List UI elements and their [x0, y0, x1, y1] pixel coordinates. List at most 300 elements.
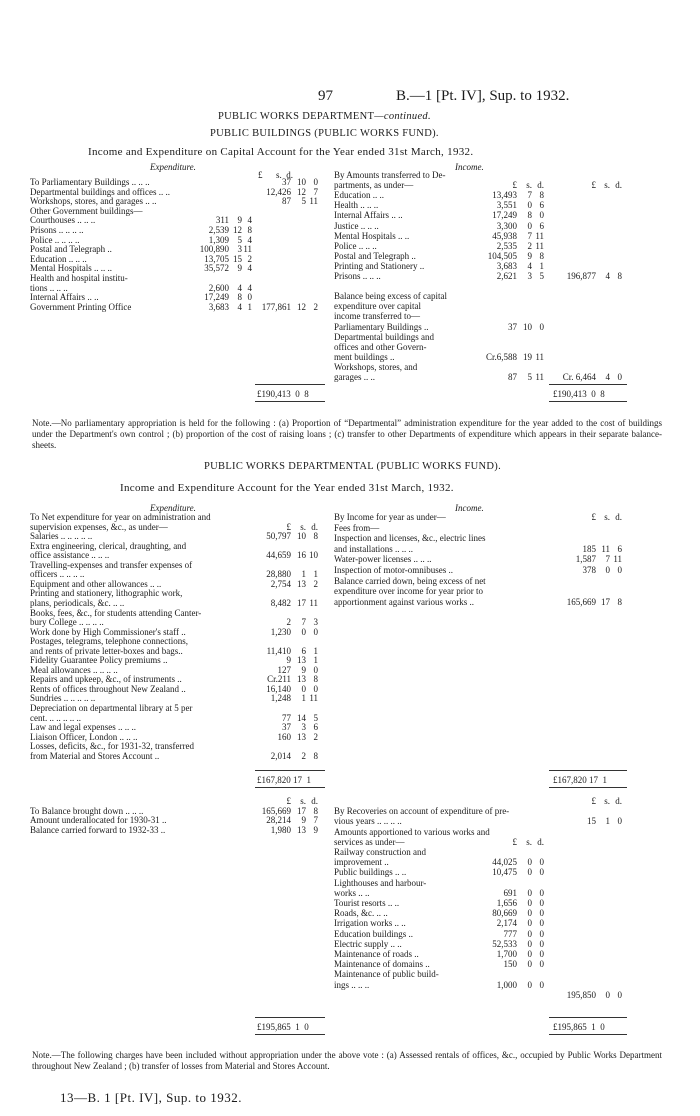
- ledger-pounds: 177,861: [261, 301, 291, 312]
- page-reference: B.—1 [Pt. IV], Sup. to 1932.: [396, 88, 570, 104]
- ledger-shillings: 17: [297, 597, 306, 608]
- ledger-inner-shillings: 4: [527, 260, 532, 271]
- ledger-line-text: tions .. .. ..: [30, 282, 68, 293]
- ledger-pence: 3: [313, 617, 318, 628]
- ledger-line-text: Courthouses .. .. ..: [30, 215, 96, 226]
- ledger-line-text: Repairs and upkeep, &c., of instruments ..: [30, 674, 182, 685]
- ledger-inner-pence: 4: [247, 215, 252, 226]
- ledger-inner-shillings: 0: [527, 887, 532, 898]
- ledger-pence: 0: [617, 372, 622, 382]
- ledger-pence: 0: [313, 664, 318, 675]
- ledger-line-text: Balance carried forward to 1932-33 ..: [30, 824, 166, 835]
- ledger-inner-pence: 0: [539, 959, 544, 970]
- ledger-shillings: 10: [297, 531, 306, 542]
- ledger-pounds: Cr. 6,464: [562, 372, 596, 382]
- ledger-line-text: Liaison Officer, London .. .. ..: [30, 731, 138, 742]
- ledger-line-text: Departmental buildings and offices .. ..: [30, 186, 171, 197]
- ledger-line-text: Balance being excess of capital: [334, 291, 447, 302]
- ledger-line-text: Travelling-expenses and transfer expenses of: [30, 559, 193, 570]
- ledger-inner-pounds: 691: [503, 887, 517, 898]
- ie-inc-total: £167,820 17 1: [553, 775, 607, 785]
- ledger-inner-pence: 5: [539, 271, 544, 281]
- ledger-shillings: 9: [301, 664, 306, 675]
- ledger-shillings: 17: [297, 805, 306, 816]
- ledger-line-text: Irrigation works .. ..: [334, 918, 406, 929]
- ledger-inner-shillings: 10: [523, 321, 532, 332]
- ledger-inner-pence: 0: [539, 918, 544, 929]
- ledger-line-text: expenditure over capital: [334, 301, 421, 312]
- ledger-inner-pence: 0: [539, 949, 544, 959]
- capital-expenditure-heading: Expenditure.: [150, 162, 196, 172]
- bal-exp-total: £195,865 1 0: [257, 1022, 309, 1032]
- ledger-line-text: Electric supply .. ..: [334, 938, 402, 949]
- fund-title: PUBLIC BUILDINGS (PUBLIC WORKS FUND).: [210, 128, 439, 139]
- ledger-line-text: Maintenance of roads ..: [334, 949, 419, 959]
- ledger-pounds: 1,230: [270, 626, 291, 637]
- ledger-pence: 11: [613, 554, 622, 565]
- ledger-pence: 0: [617, 989, 622, 1000]
- ledger-shillings: 7: [605, 554, 610, 565]
- ledger-shillings: 11: [601, 543, 610, 554]
- ledger-inner-pence: 0: [247, 292, 252, 303]
- ledger-inner-shillings: 9: [527, 250, 532, 261]
- ledger-line-text: Roads, &c. .. ..: [334, 908, 388, 919]
- ledger-pence: 0: [617, 816, 622, 827]
- ledger-inner-pounds: 1,309: [208, 234, 229, 245]
- ie-exp-total: £167,820 17 1: [257, 775, 311, 785]
- ledger-shillings: 1: [301, 569, 306, 580]
- ledger-pounds: £: [286, 796, 291, 806]
- ledger-pounds: 77: [282, 712, 291, 723]
- ledger-line-text: plans, periodicals, &c. .. ..: [30, 597, 125, 608]
- ledger-pounds: 2: [286, 617, 291, 628]
- ledger-shillings: 1: [301, 693, 306, 704]
- ledger-shillings: 9: [301, 815, 306, 826]
- ledger-line-text: expenditure over income for year prior to: [334, 586, 483, 597]
- ledger-inner-pence: 11: [535, 240, 544, 251]
- ledger-shillings: 16: [297, 550, 306, 561]
- ledger-pounds: 12,426: [266, 186, 291, 197]
- ledger-inner-pence: 0: [539, 867, 544, 878]
- ledger-inner-shillings: 8: [237, 292, 242, 303]
- ledger-line-text: offices and other Govern-: [334, 341, 427, 352]
- capital-inc-total: £190,413 0 8: [553, 389, 605, 399]
- capital-exp-total-underline: [255, 401, 325, 402]
- ledger-shillings: 2: [301, 750, 306, 761]
- ledger-line-text: Fees from—: [334, 522, 380, 533]
- ledger-pence: d.: [311, 796, 318, 806]
- ledger-line-text: To Net expenditure for year on administration and: [30, 512, 211, 522]
- ledger-inner-pence: 0: [539, 857, 544, 868]
- ledger-line-text: Rents of offices throughout New Zealand ..: [30, 683, 186, 694]
- ledger-shillings: 0: [605, 989, 610, 1000]
- ledger-inner-pounds: 2,174: [496, 918, 517, 929]
- ledger-line-text: Postages, telegrams, telephone connections,: [30, 636, 188, 647]
- ledger-inner-pounds: 37: [508, 321, 517, 332]
- departmental-fund-title: PUBLIC WORKS DEPARTMENTAL (PUBLIC WORKS FUND).: [204, 461, 502, 472]
- ledger-line-text: Inspection of motor-omnibuses ..: [334, 565, 454, 575]
- ledger-line-text: Meal allowances .. .. .. ..: [30, 664, 118, 675]
- ledger-line-text: Departmental buildings and: [334, 331, 434, 342]
- ledger-line-text: Workshops, stores, and garages .. ..: [30, 196, 157, 207]
- ledger-pounds: 15: [587, 816, 596, 827]
- ledger-line-text: garages .. ..: [334, 372, 375, 382]
- capital-note: Note.—No parliamentary appropriation is held for the following : (a) Proportion of “Departmental” administration expenditure for the year added to the cost of buildings under the Department's own control ; (b) proportion of the cost of raising loans ; (c) transfer to other Departments of expenditure which appears in their separate balance-sheets.: [32, 418, 662, 450]
- ledger-line-text: By Recoveries on account of expenditure of pre-: [334, 806, 510, 817]
- ledger-inner-shillings: 0: [527, 200, 532, 211]
- ledger-shillings: 17: [601, 596, 610, 607]
- ledger-inner-pounds: 13,705: [204, 253, 229, 264]
- bal-exp-total-underline: [255, 1034, 325, 1035]
- ledger-pence: 6: [313, 722, 318, 733]
- ledger-inner-shillings: 2: [527, 240, 532, 251]
- ledger-line-text: Internal Affairs .. ..: [30, 292, 99, 303]
- ledger-shillings: 7: [301, 617, 306, 628]
- ledger-pence: 1: [313, 569, 318, 580]
- ledger-pence: d.: [311, 521, 318, 532]
- ledger-pence: 9: [313, 824, 318, 835]
- ledger-shillings: 3: [301, 722, 306, 733]
- ledger-inner-shillings: 0: [527, 979, 532, 990]
- ledger-inner-pence: 0: [539, 928, 544, 939]
- ledger-inner-pounds: 3,683: [496, 260, 517, 271]
- ledger-inner-pounds: 17,249: [492, 210, 517, 221]
- ledger-shillings: 13: [297, 655, 306, 666]
- ledger-pence: 0: [313, 626, 318, 637]
- ledger-line-text: Prisons .. .. .. ..: [30, 225, 84, 235]
- ledger-inner-pounds: 104,505: [487, 250, 517, 261]
- ledger-line-text: Maintenance of domains ..: [334, 959, 430, 970]
- ledger-shillings: s.: [300, 521, 306, 532]
- ledger-pence: d.: [615, 512, 622, 522]
- ledger-pounds: 37: [282, 722, 291, 733]
- capital-inc-total-rule: [549, 384, 627, 385]
- ledger-shillings: s.: [300, 796, 306, 806]
- ledger-line-text: Education buildings ..: [334, 928, 413, 939]
- ledger-shillings: 0: [301, 683, 306, 694]
- capital-account-title: Income and Expenditure on Capital Account for the Year ended 31st March, 1932.: [88, 146, 474, 158]
- ledger-inner-pounds: 2,539: [208, 225, 229, 235]
- capital-exp-total: £190,413 0 8: [257, 389, 309, 399]
- ledger-inner-shillings: 0: [527, 918, 532, 929]
- ledger-pence: d.: [615, 796, 622, 806]
- ledger-pounds: 1,587: [575, 554, 596, 565]
- bal-exp-total-rule: [255, 1017, 325, 1018]
- ie-inc-total-underline: [549, 787, 627, 788]
- ledger-inner-pence: 0: [539, 321, 544, 332]
- ledger-inner-shillings: 0: [527, 949, 532, 959]
- ledger-inner-pence: 0: [539, 887, 544, 898]
- ledger-line-text: officers .. .. .. ..: [30, 569, 85, 580]
- ledger-inner-pounds: 311: [215, 215, 229, 226]
- ledger-line-text: Printing and Stationery ..: [334, 260, 425, 271]
- ledger-pounds: 378: [582, 565, 596, 575]
- ledger-inner-pence: 1: [539, 260, 544, 271]
- ledger-inner-shillings: 0: [527, 867, 532, 878]
- ledger-line-text: Education .. .. ..: [30, 253, 87, 264]
- ledger-pounds: £: [591, 180, 596, 191]
- ledger-inner-pence: 11: [535, 230, 544, 241]
- ledger-inner-pounds: 45,938: [492, 230, 517, 241]
- ledger-line-text: Police .. .. .. ..: [30, 234, 80, 245]
- ledger-line-text: Justice .. .. ..: [334, 220, 379, 231]
- ledger-pounds: 28,214: [266, 815, 291, 826]
- ledger-pounds: 16,140: [266, 683, 291, 694]
- ledger-pence: 8: [617, 596, 622, 607]
- ledger-inner-pence: 6: [539, 200, 544, 211]
- ledger-inner-pounds: 52,533: [492, 938, 517, 949]
- ledger-pence: 0: [313, 683, 318, 694]
- ledger-line-text: Government Printing Office: [30, 301, 132, 312]
- ledger-inner-shillings: 0: [527, 898, 532, 908]
- ledger-pence: 5: [313, 712, 318, 723]
- ledger-inner-shillings: s.: [526, 836, 532, 847]
- ledger-line-text: services as under—: [334, 836, 405, 847]
- ledger-pence: 2: [313, 731, 318, 742]
- ledger-pounds: 2,754: [270, 578, 291, 589]
- ledger-inner-shillings: 9: [237, 215, 242, 226]
- ledger-line-text: By Income for year as under—: [334, 512, 446, 522]
- ledger-pence: 6: [617, 543, 622, 554]
- ledger-line-text: cent. .. .. .. .. ..: [30, 712, 81, 723]
- ledger-inner-shillings: 15: [233, 253, 242, 264]
- capital-inc-total-underline: [549, 401, 627, 402]
- ledger-pence: 0: [617, 565, 622, 575]
- ledger-inner-pence: 8: [247, 225, 252, 235]
- income-expenditure-title: Income and Expenditure Account for the Year ended 31st March, 1932.: [120, 482, 454, 494]
- bal-inc-total-rule: [549, 1017, 627, 1018]
- ledger-pounds: 1,980: [270, 824, 291, 835]
- ledger-pounds: Cr.211: [267, 674, 291, 685]
- ledger-inner-pounds: 2,621: [496, 271, 517, 281]
- ledger-line-text: from Material and Stores Account ..: [30, 750, 160, 761]
- ledger-inner-pounds: 35,572: [204, 263, 229, 274]
- ledger-inner-shillings: s.: [526, 180, 532, 191]
- ledger-line-text: Mental Hospitals .. ..: [334, 230, 410, 241]
- ledger-inner-shillings: 0: [527, 220, 532, 231]
- ledger-inner-pence: 4: [247, 282, 252, 293]
- ledger-line-text: Depreciation on departmental library at 5 per: [30, 703, 193, 713]
- ledger-line-text: Law and legal expenses .. .. ..: [30, 722, 136, 733]
- ledger-shillings: 14: [297, 712, 306, 723]
- ledger-line-text: supervision expenses, &c., as under—: [30, 521, 168, 532]
- ledger-inner-pounds: £: [512, 180, 517, 191]
- ledger-line-text: bury College .. .. .. ..: [30, 617, 104, 628]
- ledger-inner-shillings: 0: [527, 857, 532, 868]
- ledger-line-text: Fidelity Guarantee Policy premiums ..: [30, 655, 168, 666]
- ledger-inner-pounds: 100,890: [199, 244, 229, 255]
- ledger-inner-pence: 4: [247, 234, 252, 245]
- ledger-line-text: Maintenance of public build-: [334, 969, 439, 980]
- ledger-line-text: Tourist resorts .. ..: [334, 898, 400, 908]
- ledger-inner-pounds: 10,475: [492, 867, 517, 878]
- ledger-inner-shillings: 3: [527, 271, 532, 281]
- ledger-inner-pounds: 44,025: [492, 857, 517, 868]
- ledger-inner-shillings: 7: [527, 230, 532, 241]
- ie-income-heading: Income.: [455, 503, 484, 513]
- ledger-pounds: 196,877: [566, 271, 596, 281]
- ledger-inner-pence: 11: [535, 351, 544, 362]
- ledger-shillings: s.: [604, 180, 610, 191]
- ledger-shillings: 0: [301, 626, 306, 637]
- ledger-pence: 10: [309, 550, 318, 561]
- ledger-inner-shillings: 12: [233, 225, 242, 235]
- ledger-pence: 8: [313, 805, 318, 816]
- bal-inc-total-underline: [549, 1034, 627, 1035]
- departmental-note: Note.—The following charges have been included without appropriation under the above vote : (a) Assessed rentals of offices, &c., occupied by Public Works Department throughout New Zealand ; (b) transfer of losses from Material and Stores Account.: [32, 1050, 662, 1071]
- ledger-pounds: 37: [282, 177, 291, 187]
- ledger-line-text: Extra engineering, clerical, draughting, and: [30, 540, 187, 551]
- ledger-pounds: 50,797: [266, 531, 291, 542]
- ledger-line-text: and installations .. .. ..: [334, 543, 413, 554]
- ledger-line-text: To Parliamentary Buildings .. .. ..: [30, 177, 150, 187]
- ledger-line-text: Lighthouses and harbour-: [334, 877, 427, 888]
- ledger-shillings: 0: [605, 565, 610, 575]
- ledger-line-text: partments, as under—: [334, 180, 414, 191]
- ledger-shillings: 13: [297, 578, 306, 589]
- ledger-inner-pence: 0: [539, 938, 544, 949]
- ledger-shillings: 12: [297, 301, 306, 312]
- ledger-inner-pence: 4: [247, 263, 252, 274]
- ledger-pounds: £: [591, 796, 596, 806]
- ledger-inner-pence: d.: [537, 180, 544, 191]
- ledger-inner-pounds: 13,493: [492, 190, 517, 201]
- ie-exp-total-rule: [255, 770, 325, 771]
- ledger-shillings: 6: [301, 645, 306, 656]
- ledger-inner-pounds: 87: [508, 372, 517, 382]
- ledger-line-text: Postal and Telegraph ..: [334, 250, 416, 261]
- ledger-inner-pounds: 150: [503, 959, 517, 970]
- ledger-pence: 8: [313, 674, 318, 685]
- ledger-pounds: 1,248: [270, 693, 291, 704]
- ledger-inner-pence: 2: [247, 253, 252, 264]
- ledger-line-text: Public buildings .. ..: [334, 867, 407, 878]
- ledger-pence: 11: [309, 693, 318, 704]
- ledger-line-text: income transferred to—: [334, 311, 420, 322]
- ledger-inner-pence: 1: [247, 301, 252, 312]
- ledger-shillings: 12: [297, 186, 306, 197]
- ledger-pence: 7: [313, 815, 318, 826]
- ledger-inner-shillings: 3: [237, 244, 242, 255]
- ledger-pence: 8: [313, 531, 318, 542]
- ledger-pence: 1: [313, 645, 318, 656]
- ledger-pounds: 165,669: [566, 596, 596, 607]
- ie-exp-total-underline: [255, 787, 325, 788]
- ledger-inner-pence: 11: [535, 372, 544, 382]
- ledger-inner-pence: 8: [539, 250, 544, 261]
- ledger-inner-pounds: 3,683: [208, 301, 229, 312]
- ledger-inner-pence: 11: [243, 244, 252, 255]
- ledger-pence: 2: [313, 578, 318, 589]
- capital-exp-total-rule: [255, 384, 325, 385]
- ledger-inner-pence: 0: [539, 210, 544, 221]
- ledger-inner-pence: 0: [539, 908, 544, 919]
- ledger-shillings: 5: [301, 196, 306, 207]
- bal-inc-total: £195,865 1 0: [553, 1022, 605, 1032]
- ledger-pounds: 195,850: [566, 989, 596, 1000]
- ledger-line-text: Balance carried down, being excess of net: [334, 575, 486, 586]
- ledger-line-text: Equipment and other allowances .. ..: [30, 578, 162, 589]
- ledger-pounds: 165,669: [261, 805, 291, 816]
- ledger-inner-pence: d.: [537, 836, 544, 847]
- ledger-pence: 11: [309, 597, 318, 608]
- ledger-inner-pounds: Cr.6,588: [485, 351, 517, 362]
- ledger-line-text: improvement ..: [334, 857, 389, 868]
- ledger-shillings: 13: [297, 674, 306, 685]
- ledger-line-text: Amount underallocated for 1930-31 ..: [30, 815, 167, 826]
- ledger-line-text: Inspection and licenses, &c., electric lines: [334, 533, 486, 544]
- ledger-line-text: By Amounts transferred to De-: [334, 170, 446, 180]
- ledger-pounds: 87: [282, 196, 291, 207]
- capital-income-heading: Income.: [455, 162, 484, 172]
- ledger-inner-shillings: 0: [527, 938, 532, 949]
- ledger-pounds: 9: [286, 655, 291, 666]
- ledger-pounds: £: [591, 512, 596, 522]
- ledger-inner-shillings: 9: [237, 263, 242, 274]
- ledger-inner-shillings: 0: [527, 908, 532, 919]
- ledger-pence: 11: [309, 196, 318, 207]
- ledger-line-text: Prisons .. .. ..: [334, 271, 381, 281]
- ledger-line-text: Internal Affairs .. ..: [334, 210, 403, 221]
- ledger-inner-shillings: 8: [527, 210, 532, 221]
- ledger-pounds: 185: [582, 543, 596, 554]
- ledger-inner-shillings: 5: [237, 234, 242, 245]
- ledger-pence: 8: [617, 271, 622, 281]
- ledger-pence: d.: [615, 180, 622, 191]
- ledger-inner-pounds: 3,300: [496, 220, 517, 231]
- ledger-inner-shillings: 0: [527, 928, 532, 939]
- page-number: 97: [318, 88, 333, 104]
- ledger-line-text: Workshops, stores, and: [334, 361, 418, 372]
- ledger-shillings: 13: [297, 824, 306, 835]
- ledger-shillings: 4: [605, 271, 610, 281]
- ledger-inner-pounds: 2,600: [208, 282, 229, 293]
- ie-inc-total-rule: [549, 770, 627, 771]
- ledger-line-text: ings .. .. ..: [334, 979, 370, 990]
- ledger-line-text: Losses, deficits, &c., for 1931-32, transferred: [30, 741, 194, 752]
- ledger-pounds: 160: [277, 731, 291, 742]
- ledger-inner-pounds: 1,700: [496, 949, 517, 959]
- ledger-pence: 1: [313, 655, 318, 666]
- ledger-shillings: 4: [605, 372, 610, 382]
- ledger-pounds: 8,482: [270, 597, 291, 608]
- ledger-inner-pounds: 1,656: [496, 898, 517, 908]
- ledger-inner-shillings: 19: [523, 351, 532, 362]
- page-footer: 13—B. 1 [Pt. IV], Sup. to 1932.: [60, 1090, 242, 1105]
- ledger-pounds: 28,880: [266, 569, 291, 580]
- ledger-inner-pence: 0: [539, 898, 544, 908]
- ledger-shillings: s.: [604, 512, 610, 522]
- ledger-inner-pounds: 2,535: [496, 240, 517, 251]
- ledger-pounds: 127: [277, 664, 291, 675]
- ledger-line-text: Water-power licenses .. .. ..: [334, 554, 432, 565]
- ledger-inner-pounds: 777: [503, 928, 517, 939]
- ledger-inner-pounds: 17,249: [204, 292, 229, 303]
- ledger-inner-pounds: 1,000: [496, 979, 517, 990]
- ie-expenditure-heading: Expenditure.: [150, 503, 196, 513]
- ledger-pence: 0: [313, 177, 318, 187]
- ledger-inner-pounds: 80,669: [492, 908, 517, 919]
- ledger-line-text: Sundries .. .. .. .. ..: [30, 693, 96, 704]
- ledger-shillings: s.: [604, 796, 610, 806]
- ledger-line-text: office assistance .. .. ..: [30, 550, 110, 561]
- capital-exp-col-heads: £ s. d.: [258, 170, 294, 180]
- ledger-line-text: Police .. .. ..: [334, 240, 377, 251]
- ledger-line-text: ment buildings ..: [334, 351, 395, 362]
- ledger-line-text: Parliamentary Buildings ..: [334, 321, 429, 332]
- department-heading: PUBLIC WORKS DEPARTMENT—continued.: [218, 111, 431, 122]
- ledger-line-text: Health .. .. ..: [334, 200, 379, 211]
